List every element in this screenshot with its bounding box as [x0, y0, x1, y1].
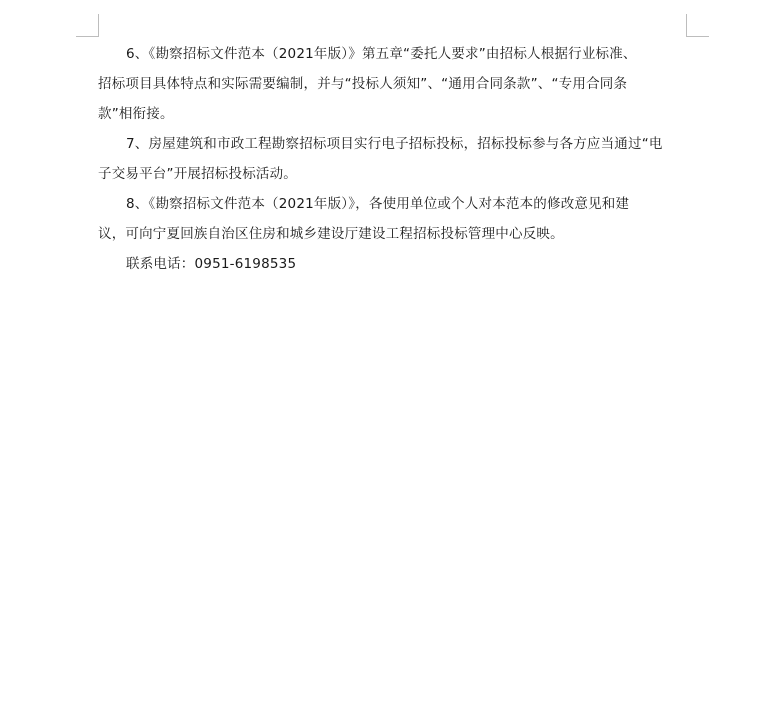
- document-body: [98, 39, 688, 279]
- text-line: 8、《勘察招标文件范本（2021年版）》，各使用单位或个人对本范本的修改意见和建: [126, 196, 630, 212]
- contact-phone-text: 联系电话：0951-6198535: [126, 256, 297, 272]
- text-line: 6、《勘察招标文件范本（2021年版）》第五章“委托人要求”由招标人根据行业标准、: [126, 46, 637, 62]
- text-line: 子交易平台”开展招标投标活动。: [98, 166, 297, 182]
- text-line: 款”相衔接。: [98, 106, 174, 122]
- text-line: 招标项目具体特点和实际需要编制，并与“投标人须知”、“通用合同条款”、“专用合同条: [98, 76, 628, 92]
- paragraph-item-8: [98, 189, 688, 249]
- contact-phone: [98, 249, 688, 279]
- top-right-crop-mark: [686, 14, 709, 37]
- text-line: 议，可向宁夏回族自治区住房和城乡建设厅建设工程招标投标管理中心反映。: [98, 226, 564, 242]
- top-left-crop-mark: [76, 14, 99, 37]
- paragraph-item-6: [98, 39, 688, 129]
- text-line: 7、房屋建筑和市政工程勘察招标项目实行电子招标投标，招标投标参与各方应当通过“电: [126, 136, 663, 152]
- paragraph-item-7: [98, 129, 688, 189]
